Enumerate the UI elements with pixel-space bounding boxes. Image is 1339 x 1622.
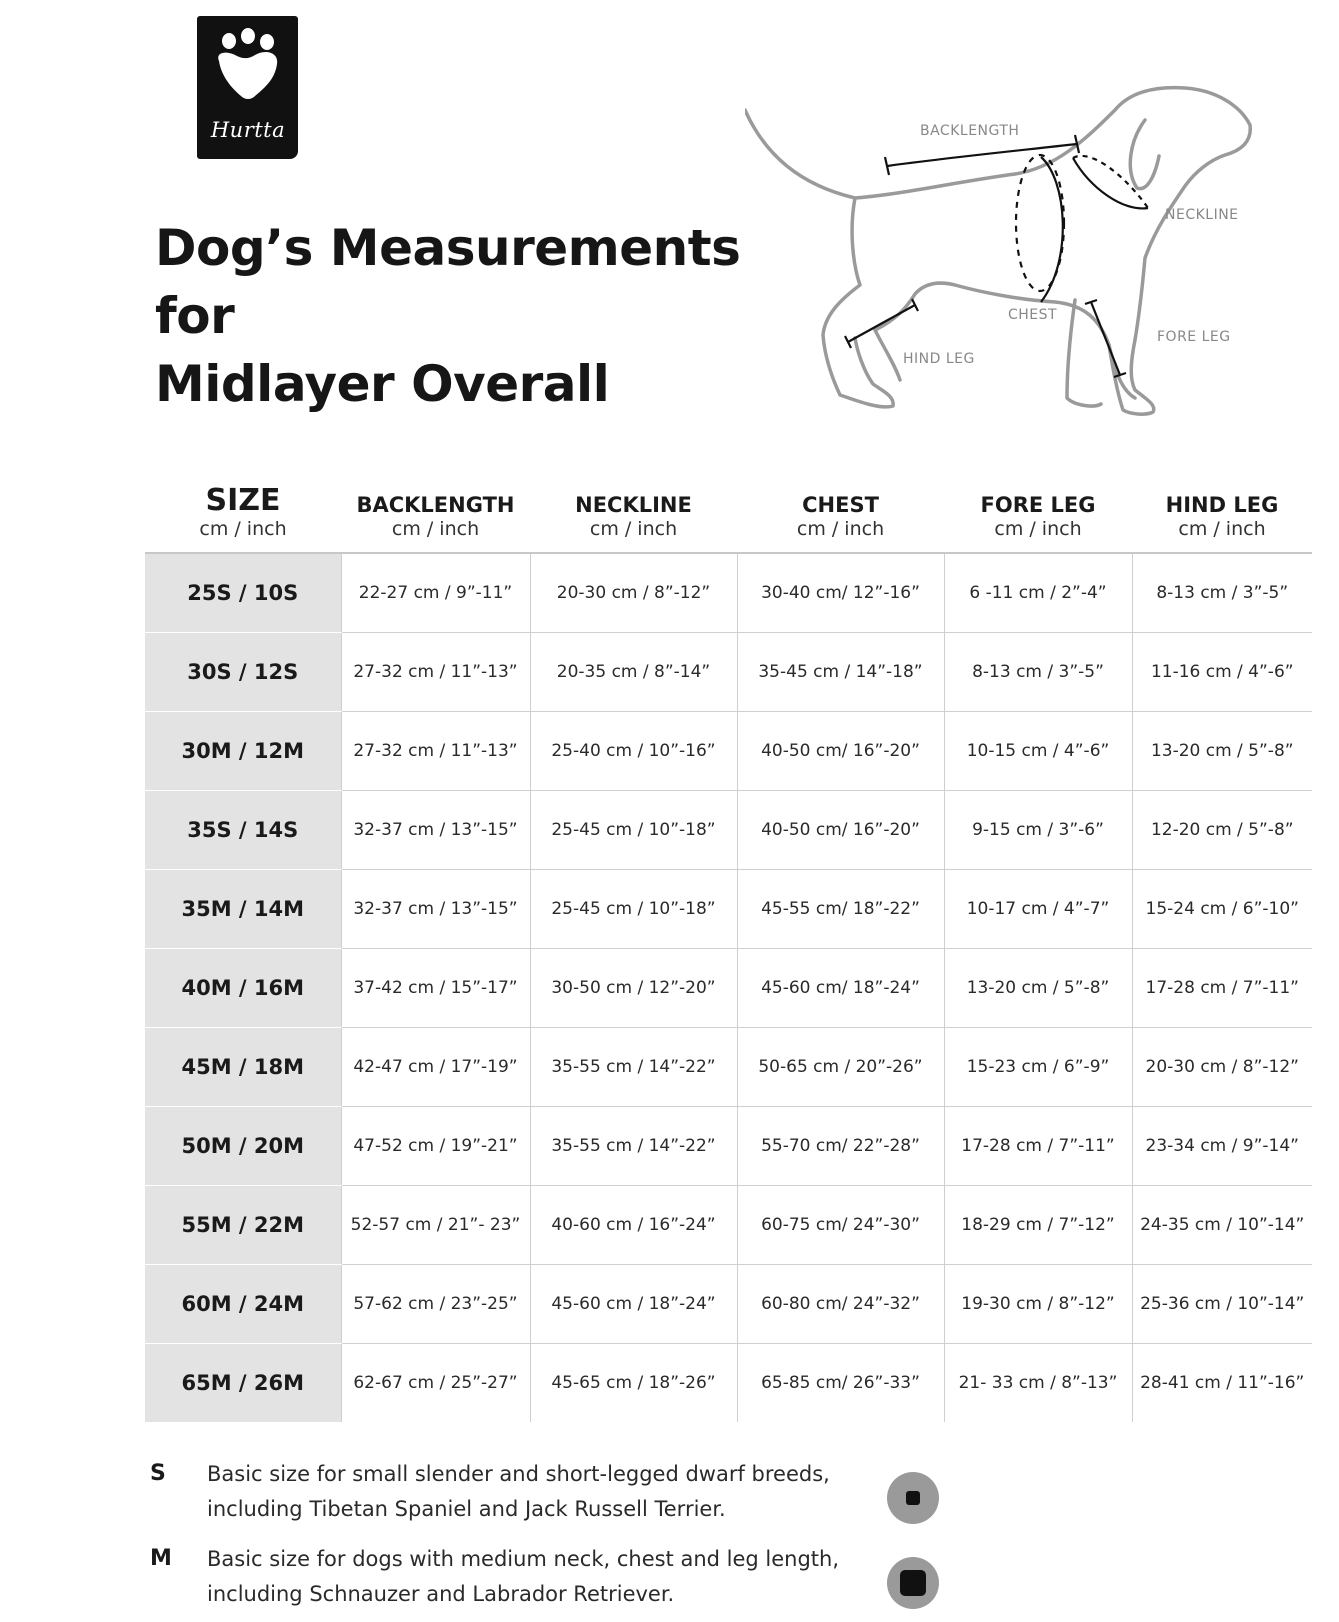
dog-outline-icon	[745, 80, 1325, 440]
size-chart-table	[145, 466, 1312, 1422]
table-row	[145, 949, 1312, 1028]
neckline-cell: 40-60 cm / 16”-24”	[530, 1186, 737, 1265]
backlength-cell: 57-62 cm / 23”-25”	[341, 1265, 530, 1344]
backlength-cell: 37-42 cm / 15”-17”	[341, 949, 530, 1028]
fore-leg-cell: 21- 33 cm / 8”-13”	[944, 1344, 1132, 1423]
medium-square-in-circle-icon	[886, 1556, 940, 1610]
header-hind-leg: HIND LEG cm / inch	[1132, 466, 1312, 553]
label-neckline: NECKLINE	[1165, 207, 1239, 223]
legend-item-s	[150, 1457, 930, 1537]
table-row	[145, 633, 1312, 712]
neckline-cell: 45-65 cm / 18”-26”	[530, 1344, 737, 1423]
label-chest: CHEST	[1008, 307, 1058, 323]
backlength-cell: 22-27 cm / 9”-11”	[341, 553, 530, 633]
neckline-cell: 35-55 cm / 14”-22”	[530, 1107, 737, 1186]
hind-leg-cell: 13-20 cm / 5”-8”	[1132, 712, 1312, 791]
chest-cell: 60-80 cm/ 24”-32”	[737, 1265, 944, 1344]
header-neckline: NECKLINE cm / inch	[530, 466, 737, 553]
hind-leg-cell: 15-24 cm / 6”-10”	[1132, 870, 1312, 949]
backlength-cell: 32-37 cm / 13”-15”	[341, 791, 530, 870]
legend-letter: S	[150, 1461, 166, 1486]
backlength-cell: 27-32 cm / 11”-13”	[341, 633, 530, 712]
header-chest: CHEST cm / inch	[737, 466, 944, 553]
size-cell: 30M / 12M	[145, 712, 341, 791]
legend-item-m	[150, 1542, 930, 1622]
size-cell: 40M / 16M	[145, 949, 341, 1028]
page-title	[155, 214, 795, 418]
hind-leg-cell: 24-35 cm / 10”-14”	[1132, 1186, 1312, 1265]
size-cell: 65M / 26M	[145, 1344, 341, 1423]
chest-cell: 45-60 cm/ 18”-24”	[737, 949, 944, 1028]
fore-leg-cell: 8-13 cm / 3”-5”	[944, 633, 1132, 712]
label-backlength: BACKLENGTH	[920, 123, 1020, 139]
chest-cell: 45-55 cm/ 18”-22”	[737, 870, 944, 949]
size-cell: 35S / 14S	[145, 791, 341, 870]
label-hind-leg: HIND LEG	[903, 351, 975, 367]
chest-cell: 40-50 cm/ 16”-20”	[737, 712, 944, 791]
hind-leg-cell: 11-16 cm / 4”-6”	[1132, 633, 1312, 712]
size-cell: 50M / 20M	[145, 1107, 341, 1186]
logo-wordmark: Hurtta	[210, 118, 286, 142]
backlength-cell: 32-37 cm / 13”-15”	[341, 870, 530, 949]
hurtta-logo	[197, 16, 298, 159]
legend-description: Basic size for small slender and short-legged dwarf breeds, including Tibetan Spaniel and Jack Russell Terrier.	[207, 1462, 830, 1521]
neckline-cell: 25-40 cm / 10”-16”	[530, 712, 737, 791]
size-cell: 60M / 24M	[145, 1265, 341, 1344]
header-backlength: BACKLENGTH cm / inch	[341, 466, 530, 553]
hind-leg-cell: 23-34 cm / 9”-14”	[1132, 1107, 1312, 1186]
neckline-cell: 20-35 cm / 8”-14”	[530, 633, 737, 712]
neckline-cell: 45-60 cm / 18”-24”	[530, 1265, 737, 1344]
neckline-cell: 30-50 cm / 12”-20”	[530, 949, 737, 1028]
backlength-cell: 27-32 cm / 11”-13”	[341, 712, 530, 791]
small-square-in-circle-icon	[886, 1471, 940, 1525]
fore-leg-cell: 13-20 cm / 5”-8”	[944, 949, 1132, 1028]
table-row	[145, 870, 1312, 949]
table-header-row	[145, 466, 1312, 553]
chest-cell: 35-45 cm / 14”-18”	[737, 633, 944, 712]
fore-leg-cell: 17-28 cm / 7”-11”	[944, 1107, 1132, 1186]
table-row	[145, 1344, 1312, 1423]
table-row	[145, 712, 1312, 791]
title-line-2: Midlayer Overall	[155, 355, 610, 413]
neckline-cell: 25-45 cm / 10”-18”	[530, 870, 737, 949]
table-row	[145, 553, 1312, 633]
table-row	[145, 1028, 1312, 1107]
fore-leg-cell: 10-15 cm / 4”-6”	[944, 712, 1132, 791]
chest-cell: 55-70 cm/ 22”-28”	[737, 1107, 944, 1186]
chest-cell: 60-75 cm/ 24”-30”	[737, 1186, 944, 1265]
size-cell: 30S / 12S	[145, 633, 341, 712]
neckline-cell: 25-45 cm / 10”-18”	[530, 791, 737, 870]
backlength-cell: 47-52 cm / 19”-21”	[341, 1107, 530, 1186]
backlength-cell: 42-47 cm / 17”-19”	[341, 1028, 530, 1107]
chest-cell: 40-50 cm/ 16”-20”	[737, 791, 944, 870]
fore-leg-cell: 15-23 cm / 6”-9”	[944, 1028, 1132, 1107]
hind-leg-cell: 25-36 cm / 10”-14”	[1132, 1265, 1312, 1344]
fore-leg-cell: 19-30 cm / 8”-12”	[944, 1265, 1132, 1344]
table-row	[145, 1265, 1312, 1344]
paw-print-icon	[197, 16, 298, 116]
dog-measurement-diagram	[745, 80, 1325, 440]
hind-leg-cell: 12-20 cm / 5”-8”	[1132, 791, 1312, 870]
chest-cell: 30-40 cm/ 12”-16”	[737, 553, 944, 633]
hind-leg-cell: 28-41 cm / 11”-16”	[1140, 1373, 1305, 1393]
fore-leg-cell: 10-17 cm / 4”-7”	[944, 870, 1132, 949]
neckline-cell: 20-30 cm / 8”-12”	[530, 553, 737, 633]
header-size: SIZE cm / inch	[145, 466, 341, 553]
chest-cell: 65-85 cm/ 26”-33”	[737, 1344, 944, 1423]
size-cell: 35M / 14M	[145, 870, 341, 949]
table-row	[145, 791, 1312, 870]
header-fore-leg: FORE LEG cm / inch	[944, 466, 1132, 553]
hind-leg-cell: 20-30 cm / 8”-12”	[1132, 1028, 1312, 1107]
fore-leg-cell: 6 -11 cm / 2”-4”	[944, 553, 1132, 633]
fore-leg-cell: 9-15 cm / 3”-6”	[944, 791, 1132, 870]
label-fore-leg: FORE LEG	[1157, 329, 1231, 345]
size-cell: 25S / 10S	[145, 553, 341, 633]
table-row	[145, 1107, 1312, 1186]
backlength-cell: 52-57 cm / 21”- 23”	[341, 1186, 530, 1265]
chest-cell: 50-65 cm / 20”-26”	[737, 1028, 944, 1107]
fore-leg-cell: 18-29 cm / 7”-12”	[944, 1186, 1132, 1265]
hind-leg-cell: 17-28 cm / 7”-11”	[1132, 949, 1312, 1028]
backlength-cell: 62-67 cm / 25”-27”	[341, 1344, 530, 1423]
title-line-1: Dog’s Measurements for	[155, 219, 741, 345]
neckline-cell: 35-55 cm / 14”-22”	[530, 1028, 737, 1107]
hind-leg-cell: 8-13 cm / 3”-5”	[1132, 553, 1312, 633]
legend-letter: M	[150, 1546, 172, 1571]
table-row	[145, 1186, 1312, 1265]
legend-description: Basic size for dogs with medium neck, chest and leg length, including Schnauzer and Labrador Retriever.	[207, 1547, 840, 1606]
size-cell: 45M / 18M	[145, 1028, 341, 1107]
size-cell: 55M / 22M	[145, 1186, 341, 1265]
